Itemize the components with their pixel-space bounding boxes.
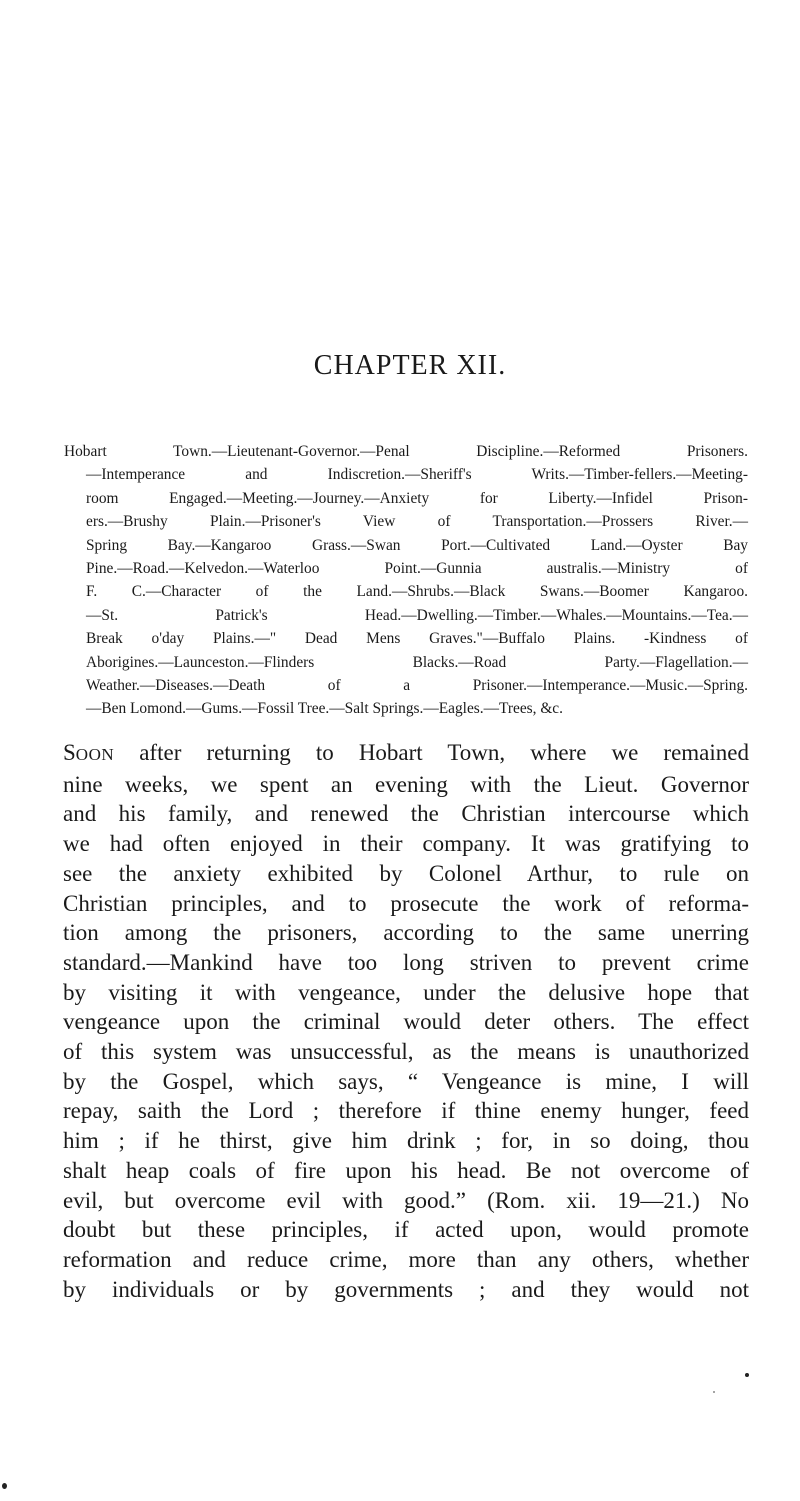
body-line: by visiting it with vengeance, under the delusive hope that [63, 979, 749, 1005]
body-line: of this system was unsuccessful, as the means is unauthorized [63, 1039, 749, 1065]
body-line: him ; if he thirst, give him drink ; for, in so doing, thou [63, 1128, 749, 1154]
body-line: evil, but overcome evil with good.” (Rom. xii. 19—21.) No [63, 1187, 749, 1213]
body-line: and his family, and renewed the Christian intercourse which [63, 801, 749, 827]
body-line: we had often enjoyed in their company. It was gratifying to [63, 831, 749, 857]
body-line [63, 738, 749, 770]
body-line: Christian principles, and to prosecute the work of reforma- [63, 890, 749, 916]
ink-speck [745, 1373, 749, 1377]
synopsis-line: Spring Bay.—Kangaroo Grass.—Swan Port.—Cultivated Land.—Oyster Bay [86, 536, 748, 554]
ink-speck [713, 1391, 715, 1393]
synopsis-line: Hobart Town.—Lieutenant-Governor.—Penal Discipline.—Reformed Prisoners. [64, 443, 748, 460]
chapter-synopsis [64, 440, 748, 721]
body-line: repay, saith the Lord ; therefore if thine enemy hunger, feed [63, 1098, 749, 1124]
body-line: tion among the prisoners, according to the same unerring [63, 920, 749, 946]
body-line: by the Gospel, which says, “ Vengeance is mine, I will [63, 1068, 749, 1094]
synopsis-line: —St. Patrick's Head.—Dwelling.—Timber.—Whales.—Mountains.—Tea.— [86, 606, 748, 624]
synopsis-line: F. C.—Character of the Land.—Shrubs.—Black Swans.—Boomer Kangaroo. [86, 583, 748, 601]
lead-smallcaps: OON [75, 745, 115, 764]
synopsis-line: room Engaged.—Meeting.—Journey.—Anxiety for Liberty.—Infidel Prison- [86, 489, 748, 507]
chapter-title: CHAPTER XII. [313, 350, 507, 381]
synopsis-line: Weather.—Diseases.—Death of a Prisoner.—Intemperance.—Music.—Spring. [86, 677, 748, 695]
body-line: doubt but these principles, if acted upon, would promote [63, 1217, 749, 1243]
synopsis-line: —Intemperance and Indiscretion.—Sheriff's Writs.—Timber-fellers.—Meeting- [86, 466, 748, 484]
body-line: see the anxiety exhibited by Colonel Arthur, to rule on [63, 860, 749, 886]
synopsis-line: Break o'day Plains.—" Dead Mens Graves."—Buffalo Plains. -Kindness of [86, 630, 748, 648]
body-line-text: after returning to Hobart Town, where we remained [114, 740, 749, 765]
synopsis-line: Pine.—Road.—Kelvedon.—Waterloo Point.—Gunnia australis.—Ministry of [86, 560, 748, 578]
synopsis-line: ers.—Brushy Plain.—Prisoner's View of Transportation.—Prossers River.— [86, 513, 748, 531]
synopsis-line: Aborigines.—Launceston.—Flinders Blacks.—Road Party.—Flagellation.— [86, 653, 748, 671]
body-paragraph [63, 738, 749, 1304]
ink-speck [2, 1483, 7, 1489]
body-line: vengeance upon the criminal would deter others. The effect [63, 1009, 749, 1035]
body-line: reformation and reduce crime, more than any others, whether [63, 1246, 749, 1272]
body-line: by individuals or by governments ; and they would not [63, 1276, 749, 1302]
body-line: standard.—Mankind have too long striven to prevent crime [63, 949, 749, 975]
body-line: nine weeks, we spent an evening with the Lieut. Governor [63, 771, 749, 797]
body-line: shalt heap coals of fire upon his head. Be not overcome of [63, 1157, 749, 1183]
synopsis-line: —Ben Lomond.—Gums.—Fossil Tree.—Salt Springs.—Eagles.—Trees, &c. [86, 700, 563, 718]
lead-capital: S [63, 740, 76, 765]
